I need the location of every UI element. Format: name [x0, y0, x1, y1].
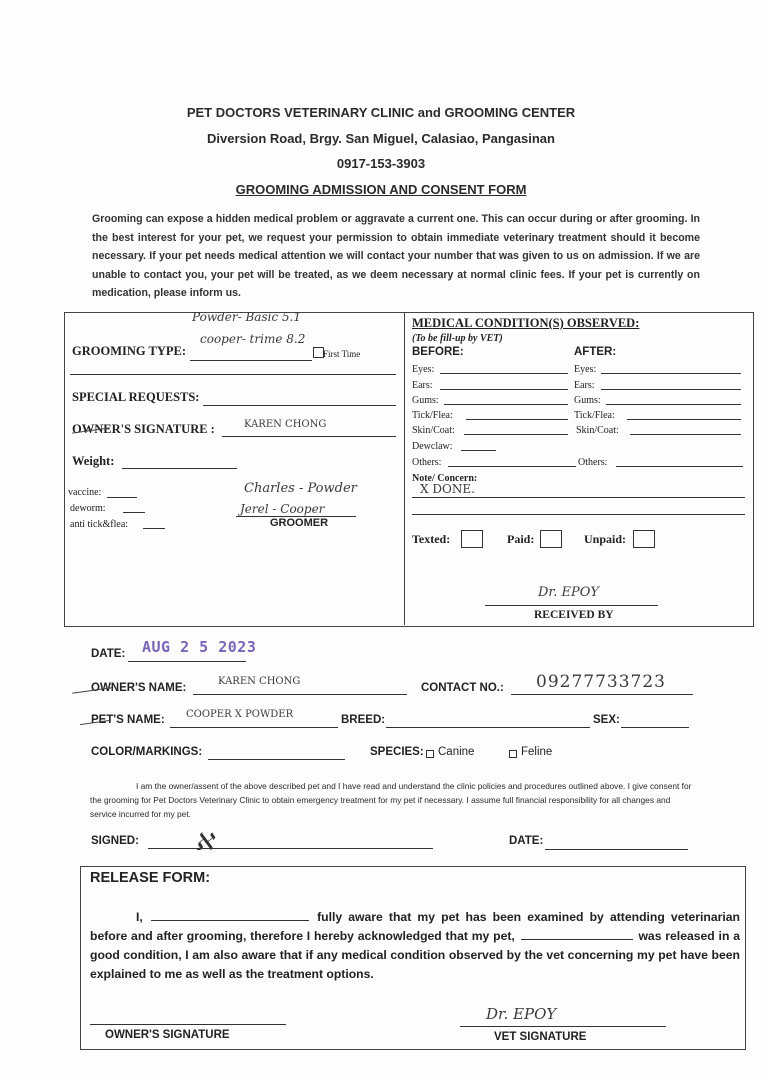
canine-label: Canine [438, 746, 475, 758]
date-stamp: AUG 2 5 2023 [142, 638, 257, 656]
before-ears-field[interactable] [440, 389, 568, 390]
groomer-handwriting-2: Jerel - Cooper [240, 502, 325, 516]
sex-label: SEX: [593, 714, 620, 726]
after-tick-label: Tick/Flea: [574, 410, 615, 421]
feline-label: Feline [521, 746, 553, 758]
anti-tick-field[interactable] [143, 528, 165, 529]
species-label: SPECIES: [370, 746, 424, 758]
before-others-label: Others: [412, 457, 442, 468]
clinic-name: PET DOCTORS VETERINARY CLINIC and GROOMING CENTER [186, 105, 576, 120]
release-form-title: RELEASE FORM: [90, 870, 211, 886]
pet-name-field[interactable] [170, 727, 338, 728]
signed-signature-mark: ℵ [195, 828, 213, 856]
weight-field[interactable] [122, 468, 237, 469]
release-text-3: was released in a good condition, I am also aware that if any medical condition observed by the vet concerning my pet have been explained to me as well as the treatment options. [90, 929, 740, 981]
note-concern-label: Note/ Concern: [412, 473, 478, 484]
owner-name-handwriting: KAREN CHONG [218, 676, 301, 687]
unpaid-label: Unpaid: [584, 532, 627, 546]
grooming-box [64, 312, 754, 627]
color-markings-field[interactable] [208, 759, 345, 760]
after-others-label: Others: [578, 457, 608, 468]
deworm-label: deworm: [70, 503, 106, 514]
clinic-phone: 0917-153-3903 [336, 156, 426, 171]
canine-checkbox[interactable] [426, 750, 434, 758]
date2-label: DATE: [509, 835, 544, 847]
note-concern-field-2[interactable] [412, 514, 745, 515]
before-gums-label: Gums: [412, 395, 439, 406]
anti-tick-label: anti tick&flea: [70, 519, 129, 530]
signed-field[interactable] [148, 848, 433, 849]
after-tick-field[interactable] [627, 419, 741, 420]
form-title: GROOMING ADMISSION AND CONSENT FORM [235, 182, 527, 197]
release-text-1: I, [136, 910, 143, 924]
pet-name-label: PET'S NAME: [91, 714, 165, 726]
contact-handwriting: 09277733723 [536, 672, 666, 692]
received-by-field[interactable] [485, 605, 658, 606]
texted-checkbox[interactable] [461, 530, 483, 548]
contact-field[interactable] [511, 694, 693, 695]
before-eyes-field[interactable] [440, 373, 568, 374]
deworm-field[interactable] [123, 512, 145, 513]
dewclaw-label: Dewclaw: [412, 441, 453, 452]
before-tick-label: Tick/Flea: [412, 410, 453, 421]
received-by-label: RECEIVED BY [534, 609, 614, 621]
owner-signature-field[interactable] [222, 436, 396, 437]
first-time-label: First Time [323, 349, 361, 359]
before-eyes-label: Eyes: [412, 364, 435, 375]
owner-name-label: OWNER'S NAME: [91, 682, 187, 694]
release-name-field[interactable] [151, 908, 309, 921]
medical-condition-title: MEDICAL CONDITION(S) OBSERVED: [412, 316, 640, 330]
paid-checkbox[interactable] [540, 530, 562, 548]
after-skin-label: Skin/Coat: [576, 425, 619, 436]
note-concern-field-1[interactable] [412, 497, 745, 498]
date-field[interactable] [128, 661, 246, 662]
special-requests-field[interactable] [203, 405, 396, 406]
grooming-type-field[interactable] [190, 360, 312, 361]
vaccine-label: vaccine: [68, 487, 102, 498]
consent-paragraph: I am the owner/assent of the above described pet and I have read and understand the clinic policies and procedures outlined above. I give consent for the grooming for Pet Doctors Veterinary Clinic to obtain emergency treatment for my pet if necessary. I assume full financial responsibility for all changes and service incurred for my pet. [90, 781, 692, 819]
vet-subtitle: (To be fill-up by VET) [412, 333, 503, 344]
release-owner-signature-field[interactable] [90, 1024, 286, 1025]
before-skin-field[interactable] [464, 434, 568, 435]
special-requests-label: SPECIAL REQUESTS: [72, 390, 200, 404]
unpaid-checkbox[interactable] [633, 530, 655, 548]
note-concern-handwriting: X DONE. [420, 482, 475, 496]
after-others-field[interactable] [616, 466, 743, 467]
owner-signature-handwriting: KAREN CHONG [244, 419, 327, 430]
release-owner-signature-label: OWNER'S SIGNATURE [105, 1029, 230, 1041]
paid-label: Paid: [507, 532, 535, 546]
before-skin-label: Skin/Coat: [412, 425, 455, 436]
date2-field[interactable] [545, 849, 688, 850]
before-gums-field[interactable] [444, 404, 568, 405]
groomer-handwriting-1: Charles - Powder [244, 481, 357, 496]
vaccine-field[interactable] [107, 497, 137, 498]
pet-name-handwriting: COOPER X POWDER [186, 709, 294, 720]
breed-label: BREED: [341, 714, 386, 726]
groomer-label: GROOMER [270, 517, 329, 529]
grooming-type-handwriting-2: cooper- trime 8.2 [200, 332, 306, 346]
before-tick-field[interactable] [466, 419, 568, 420]
sex-field[interactable] [621, 727, 689, 728]
after-ears-label: Ears: [574, 380, 595, 391]
intro-paragraph: Grooming can expose a hidden medical problem or aggravate a current one. This can occur during or after grooming. In the best interest for your pet, we request your permission to obtain immediate veterinary treatment should it become necessary. If your pet needs medical attention we will contact your number that was given to us on admission. If we are unable to contact you, your pet will be treated, as we deem necessary at normal clinic fees. If your pet is currently on medication, please inform us. [92, 213, 700, 300]
grooming-type-field-2[interactable] [70, 374, 396, 375]
date-label: DATE: [91, 648, 126, 660]
grooming-type-label: GROOMING TYPE: [72, 344, 187, 358]
before-label: BEFORE: [412, 346, 464, 358]
grooming-type-handwriting-1: Powder- Basic 5.1 [192, 310, 302, 324]
clinic-address: Diversion Road, Brgy. San Miguel, Calasiao, Pangasinan [207, 131, 555, 146]
feline-checkbox[interactable] [509, 750, 517, 758]
vet-signature-field[interactable] [460, 1026, 666, 1027]
release-pet-field[interactable] [521, 927, 633, 940]
vet-signature-handwriting: Dr. EPOY [486, 1005, 557, 1023]
color-markings-label: COLOR/MARKINGS: [91, 746, 203, 758]
release-text-block [90, 908, 740, 984]
after-gums-label: Gums: [574, 395, 601, 406]
weight-label: Weight: [72, 454, 115, 468]
after-eyes-label: Eyes: [574, 364, 597, 375]
texted-label: Texted: [412, 532, 451, 546]
dewclaw-field[interactable] [461, 450, 496, 451]
after-eyes-field[interactable] [601, 373, 741, 374]
after-skin-field[interactable] [630, 434, 741, 435]
before-ears-label: Ears: [412, 380, 433, 391]
after-ears-field[interactable] [601, 389, 741, 390]
owner-signature-label: OWNER'S SIGNATURE : [72, 422, 215, 436]
after-label: AFTER: [574, 346, 617, 358]
column-divider [404, 313, 405, 625]
breed-field[interactable] [386, 727, 590, 728]
contact-label: CONTACT NO.: [421, 682, 504, 694]
received-by-handwriting: Dr. EPOY [538, 585, 599, 600]
signed-label: SIGNED: [91, 835, 139, 847]
owner-name-field[interactable] [193, 694, 407, 695]
after-gums-field[interactable] [606, 404, 741, 405]
before-others-field[interactable] [448, 466, 576, 467]
release-text-2: fully aware that my pet has been examined by attending veterinarian before and after grooming, therefore I hereby acknowledged that my pet, [90, 910, 741, 943]
vet-signature-label: VET SIGNATURE [494, 1031, 587, 1043]
